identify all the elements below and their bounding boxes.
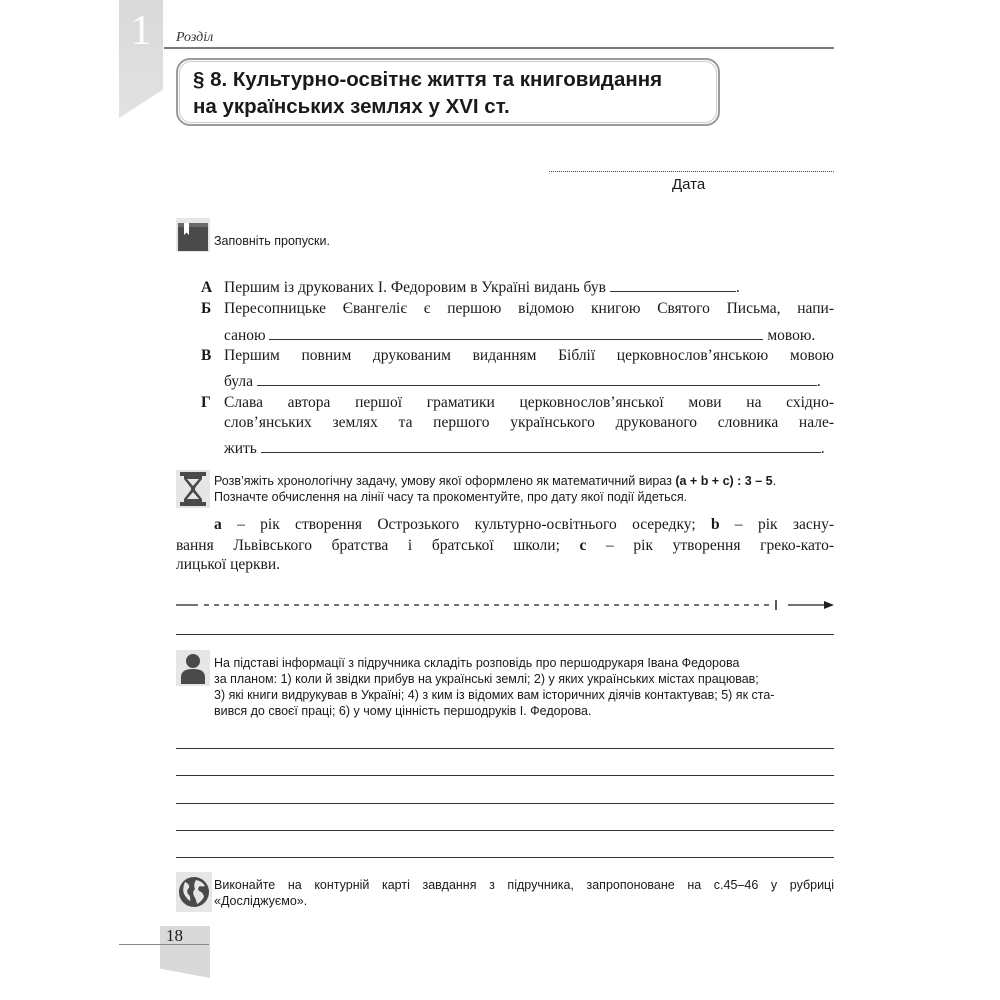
person-icon bbox=[176, 650, 210, 684]
item-a-text bbox=[224, 279, 740, 297]
book-icon bbox=[176, 218, 210, 252]
task3-line-4: вився до своєї праці; 6) у чому цінність першодруків І. Федорова. bbox=[214, 704, 592, 718]
task2-text-line-2 bbox=[176, 537, 834, 555]
answer-line[interactable] bbox=[176, 634, 834, 635]
item-b-prefix: саною bbox=[224, 327, 266, 344]
hourglass-icon bbox=[176, 470, 210, 504]
globe-icon bbox=[176, 872, 212, 912]
date-field[interactable] bbox=[549, 171, 834, 172]
item-h-blank[interactable] bbox=[261, 451, 821, 453]
answer-line[interactable] bbox=[176, 857, 834, 858]
task3-line-1: На підставі інформації з підручника складіть розповідь про першодрукаря Івана Федорова bbox=[214, 656, 740, 670]
answer-line[interactable] bbox=[176, 775, 834, 776]
task2-instruction-line-1 bbox=[214, 473, 834, 489]
text-a: – рік створення Острозького культурно-освітнього осередку; bbox=[221, 516, 711, 533]
date-label: Дата bbox=[672, 176, 706, 193]
item-b-line-2 bbox=[224, 327, 815, 345]
item-h-line-3 bbox=[224, 440, 825, 458]
item-a-blank[interactable] bbox=[610, 290, 736, 292]
var-b: b bbox=[710, 516, 720, 533]
answer-line[interactable] bbox=[176, 830, 834, 831]
footer-rule bbox=[119, 944, 209, 945]
task3-line-2: за планом: 1) коли й звідки прибув на українські землі; 2) у яких українських містах працював; bbox=[214, 672, 759, 686]
item-letter-b: Б bbox=[201, 300, 212, 317]
item-v-line-2 bbox=[224, 373, 821, 391]
title-line-1: § 8. Культурно-освітнє життя та книговидання bbox=[193, 68, 663, 91]
task4-instruction bbox=[214, 877, 834, 909]
item-letter-a: А bbox=[201, 279, 213, 296]
item-a-line: Першим із друкованих І. Федоровим в Україні видань був bbox=[224, 279, 606, 296]
timeline[interactable] bbox=[176, 597, 836, 607]
item-letter-v: В bbox=[201, 347, 212, 364]
task2-instruction-line-2: Позначте обчислення на лінії часу та прокоментуйте, про дату якої події йдеться. bbox=[214, 490, 688, 504]
task3-line-3: 3) які книги видрукував в Україні; 4) з ким із відомих вам історичних діячів контактував; 5) як ста- bbox=[214, 688, 775, 702]
section-label: Розділ bbox=[176, 30, 214, 45]
task2-formula: (a + b + c) : 3 – 5 bbox=[675, 474, 773, 488]
item-v-blank[interactable] bbox=[257, 384, 817, 386]
item-b-blank[interactable] bbox=[269, 338, 763, 340]
task2-instr-pre: Розв’яжіть хронологічну задачу, умову якої оформлено як математичний вираз bbox=[214, 474, 676, 488]
item-h-prefix: жить bbox=[224, 440, 257, 457]
answer-line[interactable] bbox=[176, 803, 834, 804]
task2-instr-post: . bbox=[772, 474, 777, 488]
task2-text-line-1 bbox=[214, 516, 834, 534]
item-b-suffix: мовою. bbox=[767, 327, 816, 344]
task4-line-2: «Досліджуємо». bbox=[214, 894, 308, 908]
var-c: c bbox=[579, 537, 587, 554]
task2-text-line-3: лицької церкви. bbox=[176, 556, 281, 573]
text-c: – рік утворення греко-като- bbox=[586, 537, 834, 554]
page-title bbox=[193, 66, 713, 120]
answer-line[interactable] bbox=[176, 748, 834, 749]
item-b-line-1: Пересопницьке Євангеліє є першою відомою книгою Святого Письма, напи- bbox=[224, 300, 834, 317]
title-line-2: на українських землях у XVI ст. bbox=[193, 95, 510, 118]
header-rule bbox=[164, 47, 834, 49]
item-letter-h: Г bbox=[201, 394, 211, 411]
item-v-line-1: Першим повним друкованим виданням Біблії церковнослов’янською мовою bbox=[224, 347, 834, 364]
chapter-number: 1 bbox=[130, 8, 152, 54]
text-line2: вання Львівського братства і братської школи; bbox=[176, 537, 580, 554]
task3-instruction bbox=[214, 655, 834, 719]
item-a-period: . bbox=[735, 279, 740, 296]
task4-line-1: Виконайте на контурній карті завдання з підручника, запропоноване на с.45–46 у рубриці bbox=[214, 878, 834, 892]
page-number: 18 bbox=[166, 926, 183, 945]
task1-instruction: Заповніть пропуски. bbox=[214, 234, 330, 248]
item-v-period: . bbox=[816, 373, 821, 390]
item-h-period: . bbox=[820, 440, 825, 457]
item-h-line-2: слов’янських землях та першого українського друкованого словника нале- bbox=[224, 414, 834, 431]
text-b: – рік засну- bbox=[719, 516, 834, 533]
item-h-line-1: Слава автора першої граматики церковнослов’янської мови на східно- bbox=[224, 394, 834, 411]
item-v-prefix: була bbox=[224, 373, 253, 390]
var-a: a bbox=[214, 516, 222, 533]
task2-instruction bbox=[214, 473, 834, 505]
